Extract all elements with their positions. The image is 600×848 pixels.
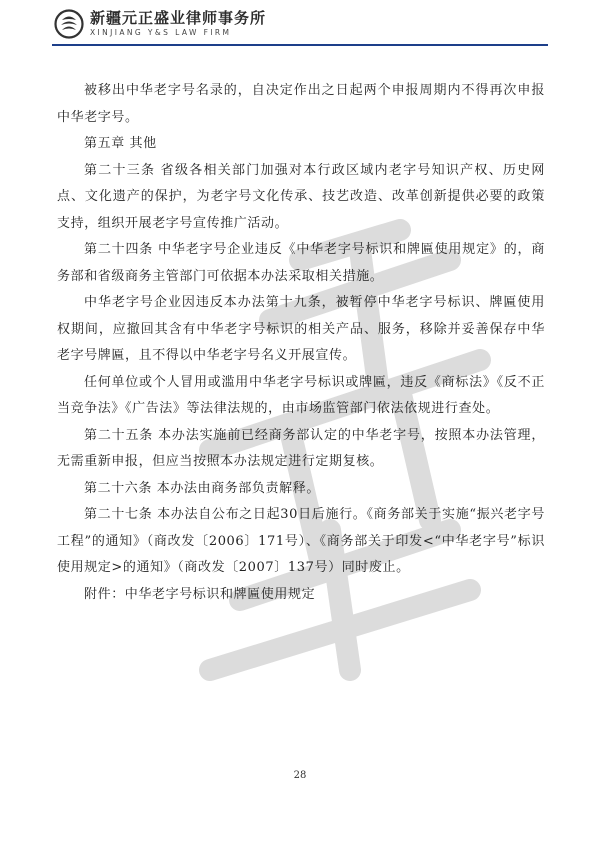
article-24-para-3: 任何单位或个人冒用或滥用中华老字号标识或牌匾，违反《商标法》《反不正当竞争法》《广告法》等法律法规的，由市场监管部门依法依规进行查处。: [57, 374, 545, 416]
paragraph-1: 被移出中华老字号名录的，自决定作出之日起两个申报周期内不得再次申报中华老字号。: [57, 83, 545, 125]
firm-name-cn: 新疆元正盛业律师事务所: [90, 9, 267, 28]
page-number: 28: [293, 770, 307, 781]
document-body: [57, 78, 545, 608]
article-23: 第二十三条 省级各相关部门加强对本行政区域内老字号知识产权、历史网点、文化遗产的保护，为老字号文化传承、技艺改造、改革创新提供必要的政策支持，组织开展老字号宣传推广活动。: [57, 162, 545, 231]
attachment-line: 附件：中华老字号标识和牌匾使用规定: [84, 586, 316, 602]
article-26: 第二十六条 本办法由商务部负责解释。: [84, 480, 320, 496]
article-24: 第二十四条 中华老字号企业违反《中华老字号标识和牌匾使用规定》的，商务部和省级商务主管部门可依据本办法采取相关措施。: [57, 242, 545, 284]
article-25: 第二十五条 本办法实施前已经商务部认定的中华老字号，按照本办法管理，无需重新申报，但应当按照本办法规定进行定期复核。: [57, 427, 545, 469]
firm-name-en: XINJIANG Y&S LAW FIRM: [90, 28, 232, 38]
article-27: 第二十七条 本办法自公布之日起30日后施行。《商务部关于实施“振兴老字号工程”的通知》（商改发〔2006〕171号）、《商务部关于印发<“中华老字号”标识使用规定>的通知》（商改发〔2007〕137号）同时废止。: [57, 507, 545, 575]
article-24-para-2: 中华老字号企业因违反本办法第十九条，被暂停中华老字号标识、牌匾使用权期间，应撤回其含有中华老字号标识的相关产品、服务，移除并妥善保存中华老字号牌匾，且不得以中华老字号名义开展宣传。: [57, 295, 545, 363]
header-divider: [52, 44, 548, 46]
letterhead: [54, 6, 266, 42]
firm-name-block: [90, 11, 266, 37]
chapter-heading: 第五章 其他: [84, 136, 157, 151]
firm-logo-icon: [54, 9, 84, 39]
